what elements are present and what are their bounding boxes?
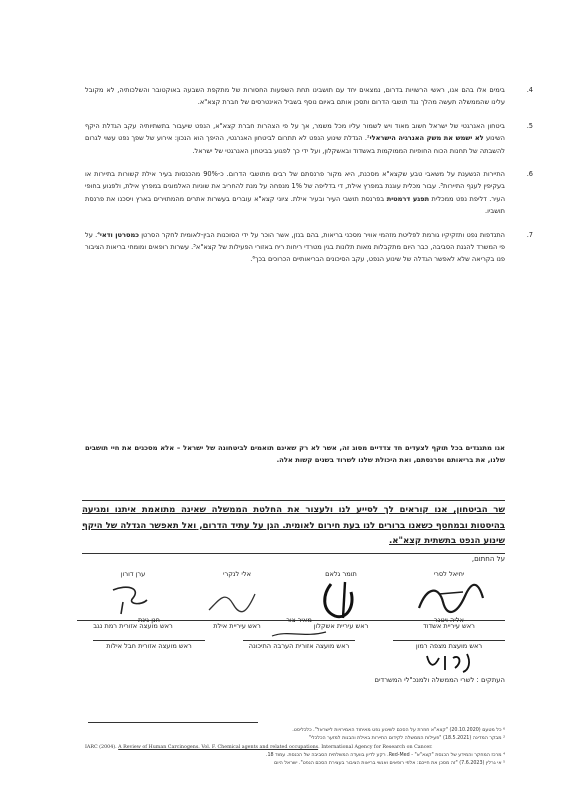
footnote-text: . International Agency for Research on Cancer.: [318, 744, 433, 750]
signature-block: [243, 616, 355, 650]
signature-block: [393, 616, 505, 676]
signatory-title: ראש עיריית אשדוד: [393, 620, 505, 630]
footnote: [85, 744, 505, 752]
signatory-title: ראש מועצת מצפה רמון: [393, 640, 505, 650]
signatory-title: ראש מועצה אזורית חבל אילות: [93, 640, 205, 650]
call-to-action-text: ואל תאפשר הגדלה של היקף שינוע הנפט בתשתית קצא"א.: [82, 520, 505, 546]
signatory-name: ערן דורון: [120, 570, 146, 578]
clause-text: התנדפות נפט ותזקיקיו גורמת לפליטת מזהמי אוויר מסכני בריאות, בהם בנזן, אשר הוכר על ידי הסוכנות הבין-לאומית לחקר הסרטן: [138, 230, 505, 239]
signature-block: [93, 616, 205, 650]
signatory-name: יחיאל לסרי: [433, 570, 465, 578]
signatory-name: אלי לנקרי: [223, 570, 251, 578]
clause-text: ⁴. על פי המשרד להגנת הסביבה, כבר היום מתקבלות מאות תלונות בגין מטרדי ריחות ריח באזורי הפעילות של קצא"א⁵. עשרות רופאים ומומחי בריאות הציבור פנו בקריאה שלא לאפשר הגדלה של שינוע הנפט, עקב הסיכונים הבריאותיים הכרוכים בכך⁶.: [85, 230, 505, 264]
signatory-title: ראש עיריית אילת: [181, 620, 293, 630]
handwritten-signature: [301, 580, 381, 620]
footnotes: [85, 727, 505, 768]
signatory-title: ראש מועצה אזורית רמת נגב: [77, 620, 189, 630]
signatory-title: ראש עיריית אשקלון: [285, 620, 397, 630]
call-to-action-box: [82, 500, 505, 554]
clause-number: 6.: [526, 170, 533, 179]
clause-7: [85, 229, 533, 266]
clause-emphasis: לא ישמש את משק האנרגיה הישראלי: [369, 134, 484, 143]
footnote: ⁶ כל מטעם (20.10.2020) "קצא"א חוזרת על הסכם לשינוע נפט מאיחוד האמירויות לישראל". כלכליסט.: [292, 728, 505, 733]
clause-5: [85, 120, 533, 157]
clause-text: בפרנסת תושבי העיר ובעיר אילת. ציוני קצא"א עוברים בעשרות אתרים מהמתוירים בארץ ויסכנו את פרנסת תושביו.: [85, 194, 505, 216]
footnote: ⁵ אי גרלין (7.6.2023) "זה מסכן את חייכם: אלפי רופאים ואנשי בריאות הציבור בעצירת הסכם הנפט". ישראל היום: [274, 761, 505, 767]
clause-text: ביטחון האנרגטי של ישראל חשוב מאוד ויש לשמור עליו מכל משמר, אך על פי הצהרות חברת קצא"א, הנפט שיעבור בתשתיותיה עקב הגדלת היקף השינוע: [85, 121, 505, 143]
handwritten-signature: [264, 626, 334, 640]
signatory-name: תומר גלאם: [325, 570, 357, 578]
footnote-text: IARC (2004).: [85, 744, 119, 750]
copies-line: העתקים : לשרי הממשלה ולמנכ"לי המשרדים: [374, 676, 505, 684]
clause-number: 7.: [526, 230, 533, 239]
handwritten-signature: [409, 580, 489, 620]
signatory-name: מאיר צור: [286, 616, 312, 624]
closing-line: על החתום,: [471, 555, 505, 563]
footnote: ² מבקר המדינה (18.5.2021) "פעילות הממשלה לקידום התיירות באילת והבנות למזער הכלכלי": [308, 736, 505, 742]
clause-emphasis: כמסרטן ודאי: [99, 230, 139, 239]
handwritten-signature: [93, 580, 173, 620]
handwritten-signature: [419, 650, 479, 676]
objection-statement: אנו מתנגדים בכל תוקף לצעדים חד צדדיים מסוג זה, אשר לא רק שאינם תואמים לביטחונה של ישראל – אלא מסכנים את חיי תושבים שלנו, את בריאותם ופרנסתם, ואת היכולת שלנו לשרוד בשנים קשות אלה.: [85, 444, 505, 464]
handwritten-signature: [197, 580, 277, 620]
call-to-action-text: שר הביטחון, אנו קוראים לך לסייע לנו ולעצור את החלטת הממשלה שאינה מתואמת איתנו ומגיעה בהיסטות ובמחטף כשאנו ברורים לנו בעת חירום לאומית. הגן על עתיד הדרום,: [82, 505, 505, 531]
signatory-name: אליה ויטנר: [434, 616, 464, 624]
clause-number: 5.: [526, 121, 533, 130]
clause-emphasis: תפגע דרמטית: [386, 194, 430, 203]
clause-text: התיירות הנשענת על משאבי טבע שקצא"א מסכנת, היא מקור פרנסתם של רבים מתושבי הדרום. כ-90% מהכנסות בעיר אילת קשורות בתיירות או בעקיפין לענף התיירות³. עבור מכלית עוגנת במפרץ אילת, די בדליפה של 1% מנפחה על מנת להחריב את שוניות האלמוגים במפרץ אילת, ולפגוע בחופי העיר. דליפת נפט ממכלית: [85, 170, 505, 203]
footnote: ⁴ מרכז המחקר והמידע של הכנסת "קצא"א" - Red-Med. רקע לדיון בוועדה המשלתית הסביבה של הכנסת. עמוד 18.: [265, 752, 505, 758]
clause-text: ². הגדלת שינוע הנפט לא תתרום לביטחון האנרגטי, ההיפך הוא הנכון: אירוע של שפך נפט עשוי לגרום להשבתה של תחנות הכוח החופיות הממוקמות באשדוד ובאשקלון, ועל ידי כך לפגוע בביטחון האנרגטי של ישראל.: [85, 134, 505, 155]
clause-6: [85, 168, 533, 218]
signatory-name: חנן גינת: [137, 616, 160, 624]
footnote-link[interactable]: A Review of Human Carcinogens. Vol. F. Chemical agents and related occupations: [118, 744, 319, 750]
clause-number: 4.: [526, 86, 533, 94]
clause-4: [85, 84, 533, 109]
footnote-divider: [88, 722, 258, 723]
clauses-list: [85, 84, 533, 277]
signatory-title: ראש מועצה אזורית הערבה התיכונה: [243, 640, 355, 650]
clause-text: בימים אלו בהם אנו, ראשי הרשויות בדרום, נמצאים יחד עם תושבינו תחת השפעות החסורות של מתקפת השבעה באוקטובר והשלכותיה, לא מקובל עלינו שהממשלה תעשה מהלך נגד תושבי הדרום ותסכן אותם באיום נוסף בשביל האינטרסים של חברת קצא"א.: [85, 86, 505, 107]
